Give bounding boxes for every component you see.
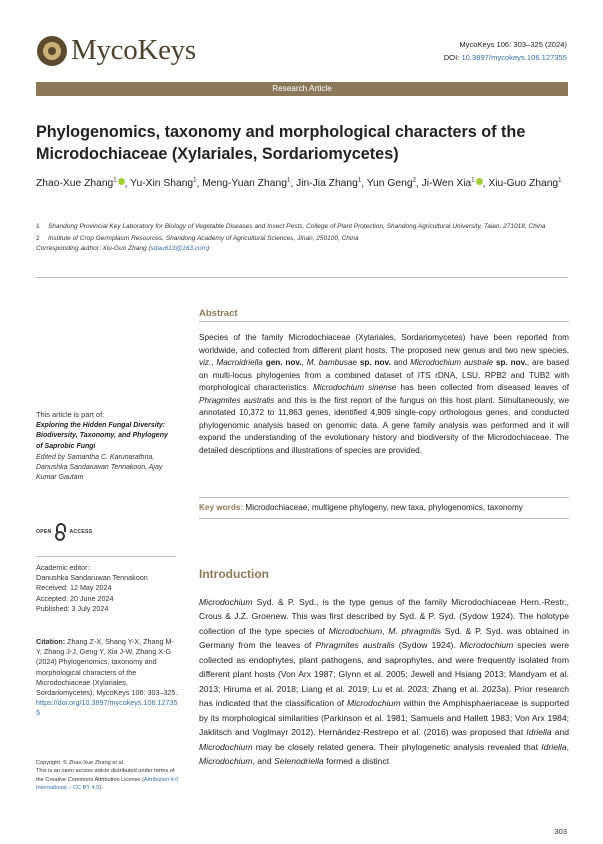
published-date: Published: 3 July 2024 — [36, 603, 109, 613]
doi-line: DOI: 10.3897/mycokeys.106.127355 — [443, 53, 567, 62]
author-name[interactable]: Jin-Jia Zhang$^1$ — [296, 178, 362, 190]
journal-name: MycoKeys — [71, 34, 196, 66]
orcid-icon[interactable] — [118, 178, 125, 185]
journal-citation: MycoKeys 106: 303–325 (2024) — [459, 40, 567, 49]
accepted-date: Accepted: 20 June 2024 — [36, 593, 114, 603]
journal-info — [444, 38, 567, 64]
author-affiliation-mark: 1 — [357, 178, 362, 184]
author-affiliation-mark: 1 — [193, 178, 197, 184]
abstract-heading: Abstract — [199, 308, 238, 319]
author-affiliation-mark: 1 — [113, 178, 117, 184]
open-access-badge: OPEN ACCESS — [36, 522, 96, 542]
author-name[interactable]: Xiu-Guo Zhang$^1$ — [488, 178, 562, 190]
affiliation-2: 2 Institute of Crop Germplasm Resources, Shandong Academy of Agricultural Sciences, Jinan, 250100, China — [36, 234, 359, 242]
keywords-divider-bottom — [199, 518, 569, 519]
abstract-divider — [199, 321, 569, 322]
doi-link[interactable]: 10.3897/mycokeys.106.127355 — [461, 53, 567, 62]
journal-logo — [37, 34, 196, 67]
corresponding-author: Corresponding author: Xiu-Guo Zhang (sdau613@163.com) — [36, 245, 210, 252]
sidebar-divider — [36, 556, 176, 557]
introduction-heading: Introduction — [199, 567, 269, 581]
author-affiliation-mark: 1 — [471, 178, 475, 184]
author-name[interactable]: Yun Geng$^2$ — [366, 178, 416, 190]
citation-doi-link[interactable]: https://doi.org/10.3897/mycokeys.106.127355 — [36, 698, 178, 718]
author-name[interactable]: Meng-Yuan Zhang$^1$ — [202, 178, 291, 190]
author-name[interactable]: Ji-Wen Xia$^1$ — [422, 178, 483, 189]
keywords: Key words: Microdochiaceae, multigene phylogeny, new taxa, phylogenomics, taxonomy — [199, 503, 523, 512]
corresponding-email[interactable]: sdau613@163.com — [150, 245, 208, 252]
abstract-text: Species of the family Microdochiaceae (Xylariales, Sordariomycetes) have been reported from worldwide, and collected from different plant hosts. The proposed new genus and two new species, viz., Macroidriella gen. nov., M. bambusae sp. nov. and Microdochium australe sp. nov., are based on multi-locus phylogenies from a combined dataset of ITS rDNA, LSU, RPB2 and TUB2 with morphological characteristics. Microdochium sinense has been collected from diseased leaves of Phragmites australis and this is the first report of the fungus on this host plant. Simultaneously, we annotated 10,372 to 11,863 genes, identified 4,909 single-copy orthologous genes, and conducted phylogenomic analysis based on genomic data. A gene family analysis was performed and it will expand the understanding of the evolutionary history and biodiversity of the Microdochiaceae. The detailed descriptions and illustrations of species are provided. — [199, 333, 570, 455]
introduction-text: Microdochium Syd. & P. Syd., is the type genus of the family Microdochiaceae Hern.-Restr., Crous & J.Z. Groenew. This was first described by Syd. & P. Syd. (Sydow 1924). The holotype collection of the type species of Microdochium, M. phragmitis Syd. & P. Syd. was obtained in Germany from the leaves of Phragmites australis (Sydow 1924). Microdochium species were collected as endophytes, plant pathogens, and saprophytes, and were frequently isolated from different plant hosts (Von Arx 1987; Glynn et al. 2005; Jewell and Hsiang 2013; Mandyam et al. 2013; Hiruma et al. 2018; Liang et al. 2019; Lu et al. 2023; Zhang et al. 2023a). Prior research has indicated that the classification of Microdochium within the Amphisphaeriaceae is supported by its morphological similarities (Parkinson et al. 1981; Samuels and Hallett 1983; Von Arx 1984; Jaklitsch and Voglmayr 2012). Hernández-Restrepo et al. (2016) was proposed that Idriella and Microdochium may be closely related genera. Their phylogenetic analysis revealed that Idriella, Microdochium, and Selenodriella formed a distinct — [199, 597, 570, 766]
author-list: Zhao-Xue Zhang$^1$ , Yu-Xin Shang$^1$, Meng-Yuan Zhang$^1$, Jin-Jia Zhang$^1$, Yun Geng$^2$, Ji-Wen Xia$^1$ , Xiu-Guo Zhang$^1$ — [36, 178, 562, 190]
license-link[interactable]: Attribution 4.0 International – CC BY 4.0 — [36, 776, 179, 791]
header-divider — [36, 277, 568, 278]
author-name[interactable]: Yu-Xin Shang$^1$ — [130, 178, 197, 190]
license-box: Copyright: © Zhao-Xue Zhang et al. This is an open access article distributed under terms of the Creative Commons Attribution License (Attribution 4.0 International – CC BY 4.0). — [36, 759, 181, 792]
editorial-dates: Academic editor: Danushka Sandaruwan Tennakoon Received: 12 May 2024 Accepted: 20 June 2024 Published: 3 July 2024 — [36, 563, 176, 614]
page-number: 303 — [554, 827, 567, 836]
article-title: Phylogenomics, taxonomy and morphological characters of the Microdochiaceae (Xylariales, Sordariomycetes) — [36, 123, 526, 163]
author-affiliation-mark: 2 — [412, 178, 416, 184]
author-affiliation-mark: 1 — [558, 178, 562, 184]
mycokeys-logo-icon — [37, 36, 67, 66]
orcid-icon[interactable] — [476, 178, 483, 185]
keywords-divider-top — [199, 497, 569, 498]
received-date: Received: 12 May 2024 — [36, 583, 112, 593]
series-title[interactable]: Exploring the Hidden Fungal Diversity: Biodiversity, Taxonomy, and Phylogeny of Saprobic Fungi — [36, 422, 168, 450]
author-name[interactable]: Zhao-Xue Zhang$^1$ — [36, 178, 125, 189]
open-access-lock-icon — [54, 523, 68, 541]
series-info: This article is part of: Exploring the Hidden Fungal Diversity: Biodiversity, Taxonomy, and Phylogeny of Saprobic Fungi Edited by Samantha C. Karunarathna, Danushka Sandaruwan Tennakoon, Ajay Kumar Gautam — [36, 410, 176, 483]
author-affiliation-mark: 1 — [286, 178, 291, 184]
citation-box: Citation: Zhang Z-X, Shang Y-X, Zhang M-Y, Zhang J-J, Geng Y, Xia J-W, Zhang X-G (2024) Phylogenomics, taxonomy and morphological characters of the Microdochiaceae (Xylariales, Sordariomycetes). MycoKeys 106: 303–325. https://doi.org/10.3897/mycokeys.106.127355 — [36, 637, 178, 718]
copyright-line: Copyright: © Zhao-Xue Zhang et al. — [36, 760, 125, 766]
affiliations — [36, 222, 576, 255]
article-type-banner: Research Article — [36, 82, 568, 96]
affiliation-1: 1 Shandong Provincial Key Laboratory for Biology of Vegetable Diseases and Insect Pests, College of Plant Protection, Shandong Agricultural University, Taian, 271018, China — [36, 223, 546, 230]
series-editors: Edited by Samantha C. Karunarathna, Danushka Sandaruwan Tennakoon, Ajay Kumar Gautam — [36, 453, 163, 482]
